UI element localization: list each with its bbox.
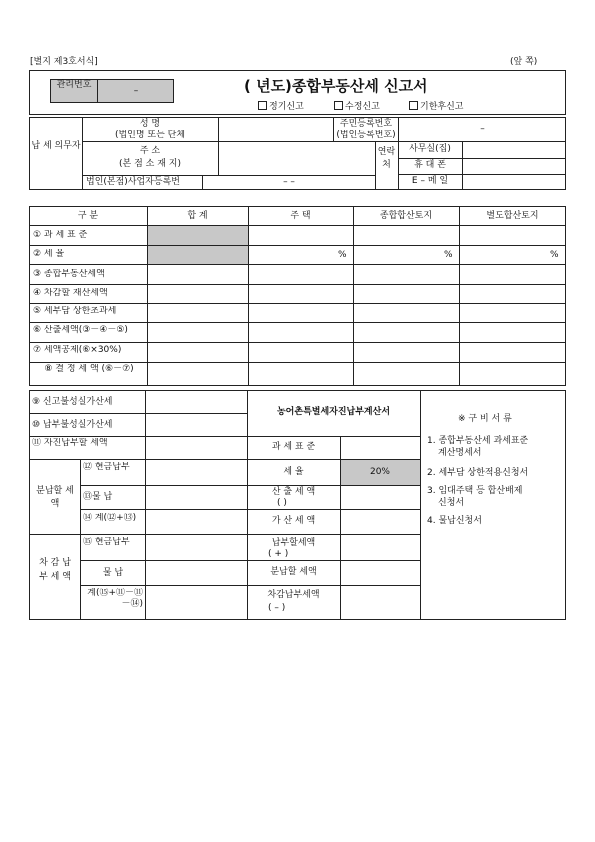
mobile-field[interactable] xyxy=(463,159,565,173)
attachment-item-1: 1. 종합부동산세 과세표준 xyxy=(427,436,529,446)
rural-tax-calc: 산 출 세 액 xyxy=(271,487,316,497)
rural-tax-payable: 납부할세액 xyxy=(271,538,316,548)
rate-housing-percent: % xyxy=(338,250,347,260)
col-header-category: 구 분 xyxy=(77,211,99,221)
row-installment-cash: ⑫ 현금납부 xyxy=(83,462,130,472)
mobile-label: 휴 대 폰 xyxy=(414,160,446,170)
rural-tax-rate-label: 세 율 xyxy=(283,467,304,477)
form-title: ( 년도)종합부동산세 신고서 xyxy=(244,77,428,95)
rural-tax-base: 과 세 표 준 xyxy=(271,442,316,452)
rural-tax-title: 농어촌특별세자진납부계산서 xyxy=(276,407,391,417)
row-tax-base: ① 과 세 표 준 xyxy=(33,230,88,240)
mgmt-number-value[interactable]: – xyxy=(133,86,139,96)
taxpayer-label: 납 세 의무자 xyxy=(31,141,81,151)
mgmt-number-label: 관리번호 xyxy=(56,80,92,90)
attachment-item-2: 2. 세부담 상한적용신청서 xyxy=(427,468,529,478)
report-type-regular[interactable]: 정기신고 xyxy=(258,101,304,113)
rural-tax-calc-sub: ( ) xyxy=(277,498,287,508)
row-deduct-cash: ⑮ 현금납부 xyxy=(83,537,130,547)
attachments-title: ※ 구 비 서 류 xyxy=(458,414,512,424)
row-determined-tax: ⑧ 결 정 세 액 (⑥－⑦) xyxy=(44,364,134,374)
form-code: [별지 제3호서식] xyxy=(30,57,98,67)
row-tax-credit: ⑦ 세액공제(⑥×30%) xyxy=(33,345,122,355)
attachment-item-4: 4. 물납신청서 xyxy=(427,516,482,526)
row-property-tax-deduct: ④ 차감할 재산세액 xyxy=(33,288,108,298)
rural-tax-payable-sub: ( + ) xyxy=(268,549,289,559)
page-side: (앞 쪽) xyxy=(510,57,538,67)
id-label: 주민등록번호 xyxy=(339,119,393,129)
bizno-label: 법인(본점)사업자등록번 xyxy=(86,177,180,187)
rural-tax-deduct-sub: ( – ) xyxy=(268,603,286,613)
id-field[interactable]: – xyxy=(480,124,485,134)
attachment-item-3-cont: 신청서 xyxy=(438,498,465,508)
checkbox-icon[interactable] xyxy=(258,101,267,110)
address-label: 주 소 xyxy=(139,146,161,156)
row-self-payment: ⑪ 자진납부할 세액 xyxy=(32,438,108,448)
checkbox-icon[interactable] xyxy=(409,101,418,110)
office-phone-field[interactable] xyxy=(463,142,565,157)
name-field[interactable] xyxy=(219,118,332,140)
row-payment-penalty: ⑩ 납부불성실가산세 xyxy=(32,420,113,430)
deduct-label: 차 감 납 부 세 액 xyxy=(39,558,71,582)
row-filing-penalty: ⑨ 신고불성실가산세 xyxy=(32,397,113,407)
row-calculated-tax: ⑥ 산출세액(③－④－⑤) xyxy=(33,325,128,335)
name-sublabel: (법인명 또는 단체 xyxy=(114,130,186,140)
row-deduct-total: 계(⑮+⑪－⑪－⑭) xyxy=(87,588,143,609)
col-header-housing: 주 택 xyxy=(290,211,311,221)
row-tax-rate: ② 세 율 xyxy=(33,249,65,259)
address-sublabel: (본 점 소 재 지) xyxy=(119,159,181,169)
row-ceiling-excess: ⑤ 세부담 상한초과세 xyxy=(33,306,117,316)
attachment-item-1-cont: 계산명세서 xyxy=(438,448,482,458)
contact-label: 연락처 xyxy=(377,147,396,170)
col-header-comprehensive-land: 종합합산토지 xyxy=(379,211,433,221)
col-header-separate-land: 별도합산토지 xyxy=(486,211,539,221)
row-deduct-kind: 물 납 xyxy=(102,568,124,578)
checkbox-icon[interactable] xyxy=(334,101,343,110)
installment-label: 분납할 세 액 xyxy=(36,486,74,509)
row-installment-total: ⑭ 계(⑫+⑬) xyxy=(83,513,137,523)
name-label: 성 명 xyxy=(139,119,161,129)
rural-tax-penalty: 가 산 세 액 xyxy=(271,516,316,526)
rate-comprehensive-percent: % xyxy=(444,250,453,260)
bizno-field[interactable]: – – xyxy=(283,177,295,187)
id-sublabel: (법인등록번호) xyxy=(336,130,396,140)
email-field[interactable] xyxy=(463,175,565,189)
attachment-item-3: 3. 임대주택 등 합산배제 xyxy=(427,486,523,496)
report-type-amended[interactable]: 수정신고 xyxy=(334,101,380,113)
rate-separate-percent: % xyxy=(550,250,559,260)
row-installment-kind: ⑬물 납 xyxy=(83,492,113,502)
rural-tax-installment: 분납할 세액 xyxy=(270,567,317,577)
col-header-total: 합 계 xyxy=(187,211,208,221)
rural-tax-rate-value: 20% xyxy=(369,467,390,477)
row-comprehensive-tax: ③ 종합부동산세액 xyxy=(33,269,105,279)
email-label: E – 메 일 xyxy=(411,176,449,186)
rural-tax-deduct: 차감납부세액 xyxy=(267,590,320,600)
report-type-late[interactable]: 기한후신고 xyxy=(409,101,463,113)
office-phone-label: 사무실(집) xyxy=(409,144,451,154)
address-field[interactable] xyxy=(219,142,374,174)
